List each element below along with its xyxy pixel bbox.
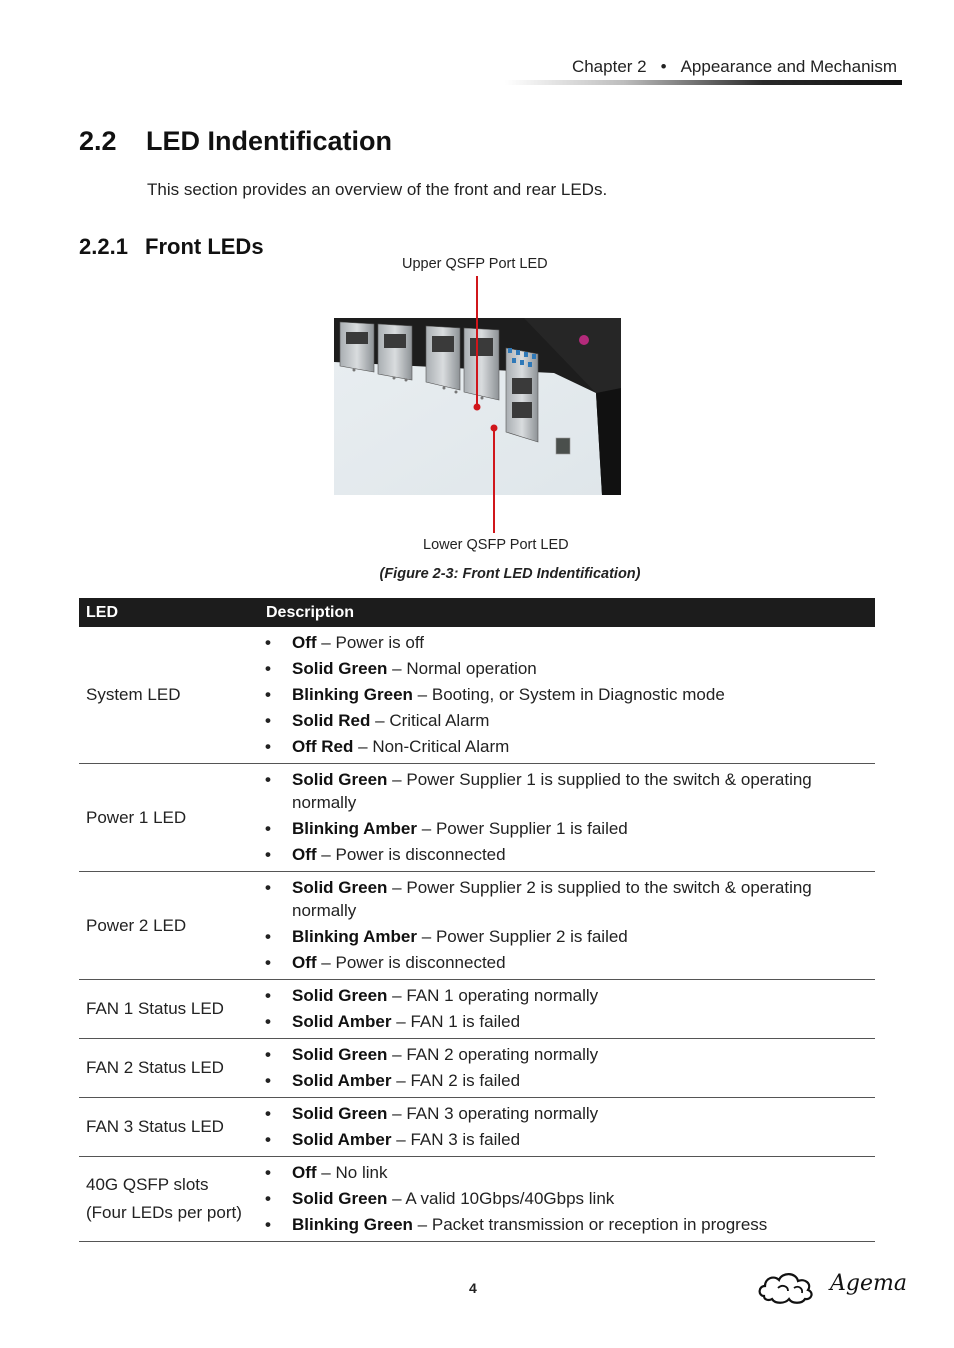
section-title: LED Indentification — [146, 126, 392, 156]
dash-separator: – — [392, 1189, 402, 1208]
list-item — [256, 984, 875, 1007]
led-state-term: Solid Green — [292, 1189, 388, 1208]
led-state-list — [256, 876, 875, 974]
led-state-term: Solid Green — [292, 770, 388, 789]
bullet-icon: • — [265, 1163, 271, 1182]
dash-separator: – — [396, 1130, 406, 1149]
led-description-cell — [256, 1098, 875, 1157]
led-name-cell — [79, 1157, 256, 1242]
header-rule — [505, 80, 902, 85]
page-number: 4 — [469, 1280, 477, 1296]
list-item — [256, 631, 875, 654]
led-state-description: FAN 1 is failed — [410, 1012, 521, 1031]
dash-separator: – — [321, 845, 331, 864]
led-state-description: Critical Alarm — [389, 711, 490, 730]
dash-separator: – — [358, 737, 368, 756]
led-state-term: Blinking Green — [292, 1215, 413, 1234]
table-row — [79, 764, 875, 872]
list-item — [256, 1213, 875, 1236]
led-description-cell — [256, 1039, 875, 1098]
led-description-cell — [256, 627, 875, 764]
bullet-icon: • — [265, 711, 271, 730]
led-name-cell — [79, 627, 256, 764]
led-name: 40G QSFP slots — [86, 1175, 209, 1194]
dash-separator: – — [421, 927, 432, 946]
list-item — [256, 1187, 875, 1210]
led-state-term: Solid Green — [292, 878, 388, 897]
bullet-icon: • — [265, 1104, 271, 1123]
led-state-term: Solid Red — [292, 711, 371, 730]
list-item — [256, 843, 875, 866]
bullet-icon: • — [265, 1071, 271, 1090]
led-state-description: A valid 10Gbps/40Gbps link — [405, 1189, 615, 1208]
led-name-cell — [79, 872, 256, 980]
list-item — [256, 709, 875, 732]
led-state-list — [256, 768, 875, 866]
table-row — [79, 1098, 875, 1157]
bullet-icon: • — [265, 845, 271, 864]
led-state-term: Off — [292, 633, 317, 652]
led-name: Power 1 LED — [86, 807, 187, 827]
dash-separator: – — [321, 633, 331, 652]
table-body — [79, 627, 875, 1242]
led-name-cell — [79, 980, 256, 1039]
table-row — [79, 627, 875, 764]
led-state-description: Power is disconnected — [335, 953, 506, 972]
dash-separator: – — [392, 659, 402, 678]
table-row — [79, 980, 875, 1039]
led-description-cell — [256, 764, 875, 872]
section-heading — [79, 126, 392, 157]
figure-caption: (Figure 2-3: Front LED Indentification) — [379, 566, 641, 582]
led-state-term: Solid Green — [292, 986, 388, 1005]
header-chapter: Chapter 2 — [571, 57, 647, 76]
dash-separator: – — [396, 1012, 406, 1031]
led-description-cell — [256, 872, 875, 980]
led-state-description: Power is disconnected — [335, 845, 506, 864]
list-item — [256, 1161, 875, 1184]
led-state-description: Power Supplier 2 is failed — [435, 927, 628, 946]
table-row — [79, 1039, 875, 1098]
header-section: Appearance and Mechanism — [680, 57, 897, 76]
bullet-icon: • — [265, 878, 271, 897]
led-state-description: Power Supplier 2 is supplied to the switch & operating normally — [292, 878, 812, 920]
list-item — [256, 876, 875, 922]
bullet-icon: • — [265, 1215, 271, 1234]
list-item — [256, 1043, 875, 1066]
list-item — [256, 817, 875, 840]
lower-pointer-line — [493, 428, 495, 533]
led-state-description: FAN 3 operating normally — [406, 1104, 599, 1123]
led-state-term: Blinking Amber — [292, 819, 417, 838]
led-name: FAN 1 Status LED — [86, 999, 224, 1018]
led-state-description: Non-Critical Alarm — [372, 737, 510, 756]
led-name-cell — [79, 1098, 256, 1157]
led-state-term: Off — [292, 953, 317, 972]
led-state-description: Packet transmission or reception in progress — [431, 1215, 768, 1234]
list-item — [256, 657, 875, 680]
bullet-icon: • — [265, 659, 271, 678]
bullet-icon: • — [265, 927, 271, 946]
bullet-icon: • — [265, 986, 271, 1005]
bullet-icon: • — [265, 1130, 271, 1149]
header-separator: • — [660, 57, 667, 76]
lower-qsfp-label: Lower QSFP Port LED — [423, 537, 569, 553]
led-state-list — [256, 1161, 875, 1236]
subsection-heading — [79, 234, 264, 260]
list-item — [256, 925, 875, 948]
column-header-description: Description — [256, 598, 875, 627]
bullet-icon: • — [265, 953, 271, 972]
list-item — [256, 1069, 875, 1092]
led-description-cell — [256, 980, 875, 1039]
dash-separator: – — [392, 1045, 402, 1064]
led-state-term: Blinking Green — [292, 685, 413, 704]
table-header-row — [79, 598, 875, 627]
led-state-term: Solid Green — [292, 1045, 388, 1064]
led-state-term: Off Red — [292, 737, 354, 756]
list-item — [256, 683, 875, 706]
list-item — [256, 1010, 875, 1033]
dash-separator: – — [321, 1163, 331, 1182]
led-state-description: Normal operation — [406, 659, 537, 678]
dash-separator: – — [321, 953, 331, 972]
dash-separator: – — [375, 711, 385, 730]
intro-paragraph: This section provides an overview of the front and rear LEDs. — [147, 180, 608, 199]
subsection-title: Front LEDs — [145, 234, 264, 259]
led-name: FAN 3 Status LED — [86, 1117, 224, 1136]
logo-text: Agema — [830, 1271, 907, 1296]
led-state-term: Solid Green — [292, 659, 388, 678]
led-state-description: No link — [335, 1163, 388, 1182]
column-header-led: LED — [79, 598, 256, 627]
led-description-cell — [256, 1157, 875, 1242]
led-state-term: Solid Amber — [292, 1130, 392, 1149]
dash-separator: – — [392, 986, 402, 1005]
led-state-list — [256, 1102, 875, 1151]
led-state-term: Solid Amber — [292, 1071, 392, 1090]
bullet-icon: • — [265, 819, 271, 838]
running-header — [572, 57, 897, 77]
table-row — [79, 1157, 875, 1242]
led-name: Power 2 LED — [86, 915, 187, 935]
bullet-icon: • — [265, 1012, 271, 1031]
led-state-description: Power is off — [335, 633, 424, 652]
dash-separator: – — [392, 878, 402, 897]
upper-pointer-line — [476, 276, 478, 407]
dash-separator: – — [396, 1071, 406, 1090]
led-state-description: Power Supplier 1 is failed — [435, 819, 628, 838]
list-item — [256, 735, 875, 758]
section-number: 2.2 — [79, 126, 117, 156]
led-state-list — [256, 984, 875, 1033]
bullet-icon: • — [265, 737, 271, 756]
bullet-icon: • — [265, 685, 271, 704]
led-name-cell — [79, 764, 256, 872]
table-row — [79, 872, 875, 980]
led-name: System LED — [86, 685, 181, 704]
led-state-list — [256, 1043, 875, 1092]
list-item — [256, 951, 875, 974]
subsection-number: 2.2.1 — [79, 234, 128, 259]
list-item — [256, 1102, 875, 1125]
bullet-icon: • — [265, 1045, 271, 1064]
dash-separator: – — [417, 1215, 428, 1234]
dash-separator: – — [392, 770, 402, 789]
list-item — [256, 1128, 875, 1151]
led-state-description: FAN 2 operating normally — [406, 1045, 599, 1064]
led-state-description: FAN 2 is failed — [410, 1071, 521, 1090]
led-state-description: FAN 3 is failed — [410, 1130, 521, 1149]
led-state-term: Off — [292, 845, 317, 864]
led-table — [79, 598, 875, 1242]
led-state-description: FAN 1 operating normally — [406, 986, 599, 1005]
upper-qsfp-label: Upper QSFP Port LED — [402, 256, 548, 272]
bullet-icon: • — [265, 1189, 271, 1208]
led-name-cell — [79, 1039, 256, 1098]
led-state-description: Booting, or System in Diagnostic mode — [431, 685, 725, 704]
dash-separator: – — [421, 819, 432, 838]
led-name: (Four LEDs per port) — [86, 1203, 242, 1222]
bullet-icon: • — [265, 770, 271, 789]
led-state-term: Off — [292, 1163, 317, 1182]
led-state-list — [256, 631, 875, 758]
dash-separator: – — [392, 1104, 402, 1123]
led-state-term: Blinking Amber — [292, 927, 417, 946]
led-state-term: Solid Green — [292, 1104, 388, 1123]
led-state-description: Power Supplier 1 is supplied to the switch & operating normally — [292, 770, 812, 812]
led-name: FAN 2 Status LED — [86, 1058, 224, 1077]
bullet-icon: • — [265, 633, 271, 652]
list-item — [256, 768, 875, 814]
led-state-term: Solid Amber — [292, 1012, 392, 1031]
dash-separator: – — [417, 685, 428, 704]
